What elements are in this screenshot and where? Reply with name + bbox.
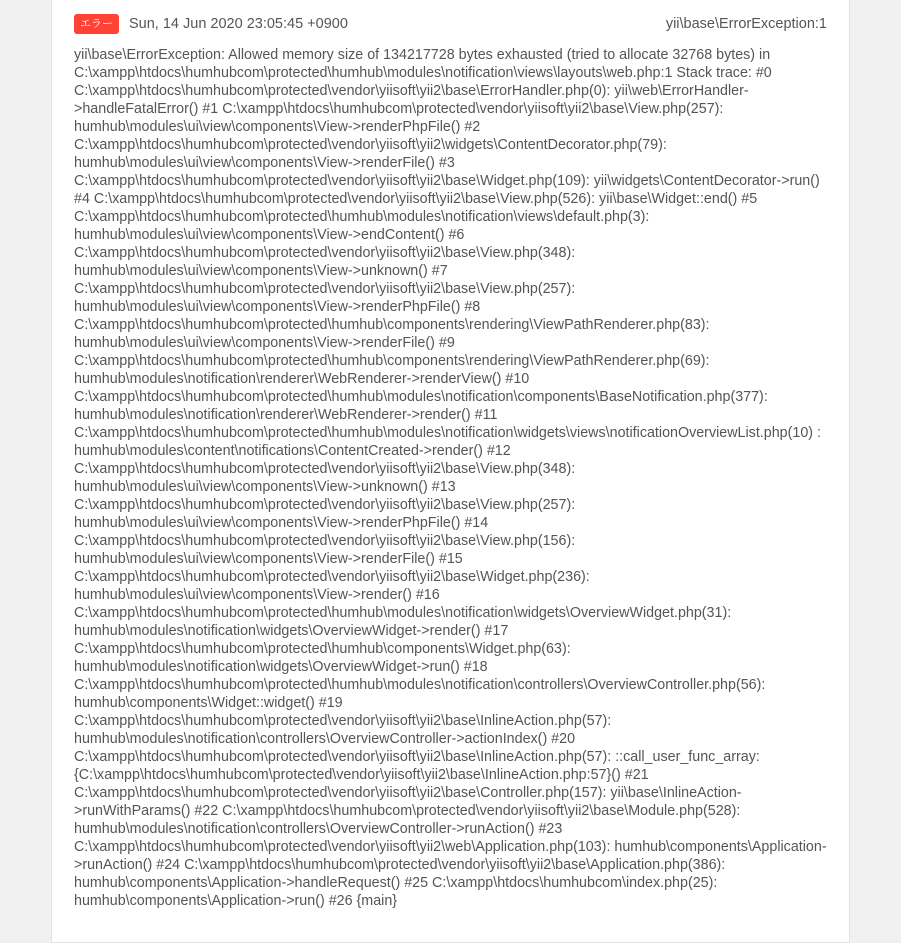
status-badge: エラー	[74, 14, 119, 34]
log-entry	[52, 0, 849, 930]
log-category: yii\base\ErrorException:1	[665, 16, 827, 32]
log-timestamp: Sun, 14 Jun 2020 23:05:45 +0900	[129, 16, 348, 32]
log-panel	[51, 0, 850, 943]
log-stack-trace: yii\base\ErrorException: Allowed memory size of 134217728 bytes exhausted (tried to allocate 32768 bytes) in C:\xampp\htdocs\humhubcom\protected\humhub\modules\notification\views\layouts\web.php:1 Stack trace: #0 C:\xampp\htdocs\humhubcom\protected\vendor\yiisoft\yii2\base\ErrorHandler.php(0): yii\web\ErrorHandler->handleFatalError() #1 C:\xampp\htdocs\humhubcom\protected\vendor\yiisoft\yii2\base\View.php(257): humhub\modules\ui\view\components\View->renderPhpFile() #2 C:\xampp\htdocs\humhubcom\protected\vendor\yiisoft\yii2\widgets\ContentDecorator.php(79): humhub\modules\ui\view\components\View->renderFile() #3 C:\xampp\htdocs\humhubcom\protected\vendor\yiisoft\yii2\base\Widget.php(109): yii\widgets\ContentDecorator->run() #4 C:\xampp\htdocs\humhubcom\protected\vendor\yiisoft\yii2\base\View.php(526): yii\base\Widget::end() #5 C:\xampp\htdocs\humhubcom\protected\humhub\modules\notification\views\default.php(3): humhub\modules\ui\view\components\View->endContent() #6 C:\xampp\htdocs\humhubcom\protected\vendor\yiisoft\yii2\base\View.php(348): humhub\modules\ui\view\components\View->unknown() #7 C:\xampp\htdocs\humhubcom\protected\vendor\yiisoft\yii2\base\View.php(257): humhub\modules\ui\view\components\View->renderPhpFile() #8 C:\xampp\htdocs\humhubcom\protected\humhub\components\rendering\ViewPathRenderer.php(83): humhub\modules\ui\view\components\View->renderFile() #9 C:\xampp\htdocs\humhubcom\protected\humhub\components\rendering\ViewPathRenderer.php(69): humhub\modules\notification\renderer\WebRenderer->renderView() #10 C:\xampp\htdocs\humhubcom\protected\humhub\modules\notification\components\BaseNotification.php(377): humhub\modules\notification\renderer\WebRenderer->render() #11 C:\xampp\htdocs\humhubcom\protected\humhub\modules\notification\widgets\views\notificationOverviewList.php(10) : humhub\modules\content\notifications\ContentCreated->render() #12 C:\xampp\htdocs\humhubcom\protected\vendor\yiisoft\yii2\base\View.php(348): humhub\modules\ui\view\components\View->unknown() #13 C:\xampp\htdocs\humhubcom\protected\vendor\yiisoft\yii2\base\View.php(257): humhub\modules\ui\view\components\View->renderPhpFile() #14 C:\xampp\htdocs\humhubcom\protected\vendor\yiisoft\yii2\base\View.php(156): humhub\modules\ui\view\components\View->renderFile() #15 C:\xampp\htdocs\humhubcom\protected\vendor\yiisoft\yii2\base\Widget.php(236): humhub\modules\ui\view\components\View->render() #16 C:\xampp\htdocs\humhubcom\protected\humhub\modules\notification\widgets\OverviewWidget.php(31): humhub\modules\notification\widgets\OverviewWidget->render() #17 C:\xampp\htdocs\humhubcom\protected\humhub\components\Widget.php(63): humhub\modules\notification\widgets\OverviewWidget->run() #18 C:\xampp\htdocs\humhubcom\protected\humhub\modules\notification\controllers\OverviewController.php(56): humhub\components\Widget::widget() #19 C:\xampp\htdocs\humhubcom\protected\vendor\yiisoft\yii2\base\InlineAction.php(57): humhub\modules\notification\controllers\OverviewController->actionIndex() #20 C:\xampp\htdocs\humhubcom\protected\vendor\yiisoft\yii2\base\InlineAction.php(57): ::call_user_func_array: {C:\xampp\htdocs\humhubcom\protected\vendor\yiisoft\yii2\base\InlineAction.php:57}() #21 C:\xampp\htdocs\humhubcom\protected\vendor\yiisoft\yii2\base\Controller.php(157): yii\base\InlineAction->runWithParams() #22 C:\xampp\htdocs\humhubcom\protected\vendor\yiisoft\yii2\base\Module.php(528): humhub\modules\notification\controllers\OverviewController->runAction() #23 C:\xampp\htdocs\humhubcom\protected\vendor\yiisoft\yii2\web\Application.php(103): humhub\components\Application->runAction() #24 C:\xampp\htdocs\humhubcom\protected\vendor\yiisoft\yii2\base\Application.php(386): humhub\components\Application->handleRequest() #25 C:\xampp\htdocs\humhubcom\index.php(25): humhub\components\Application->run() #26 {main}	[74, 47, 827, 909]
log-entry-header	[74, 14, 827, 34]
